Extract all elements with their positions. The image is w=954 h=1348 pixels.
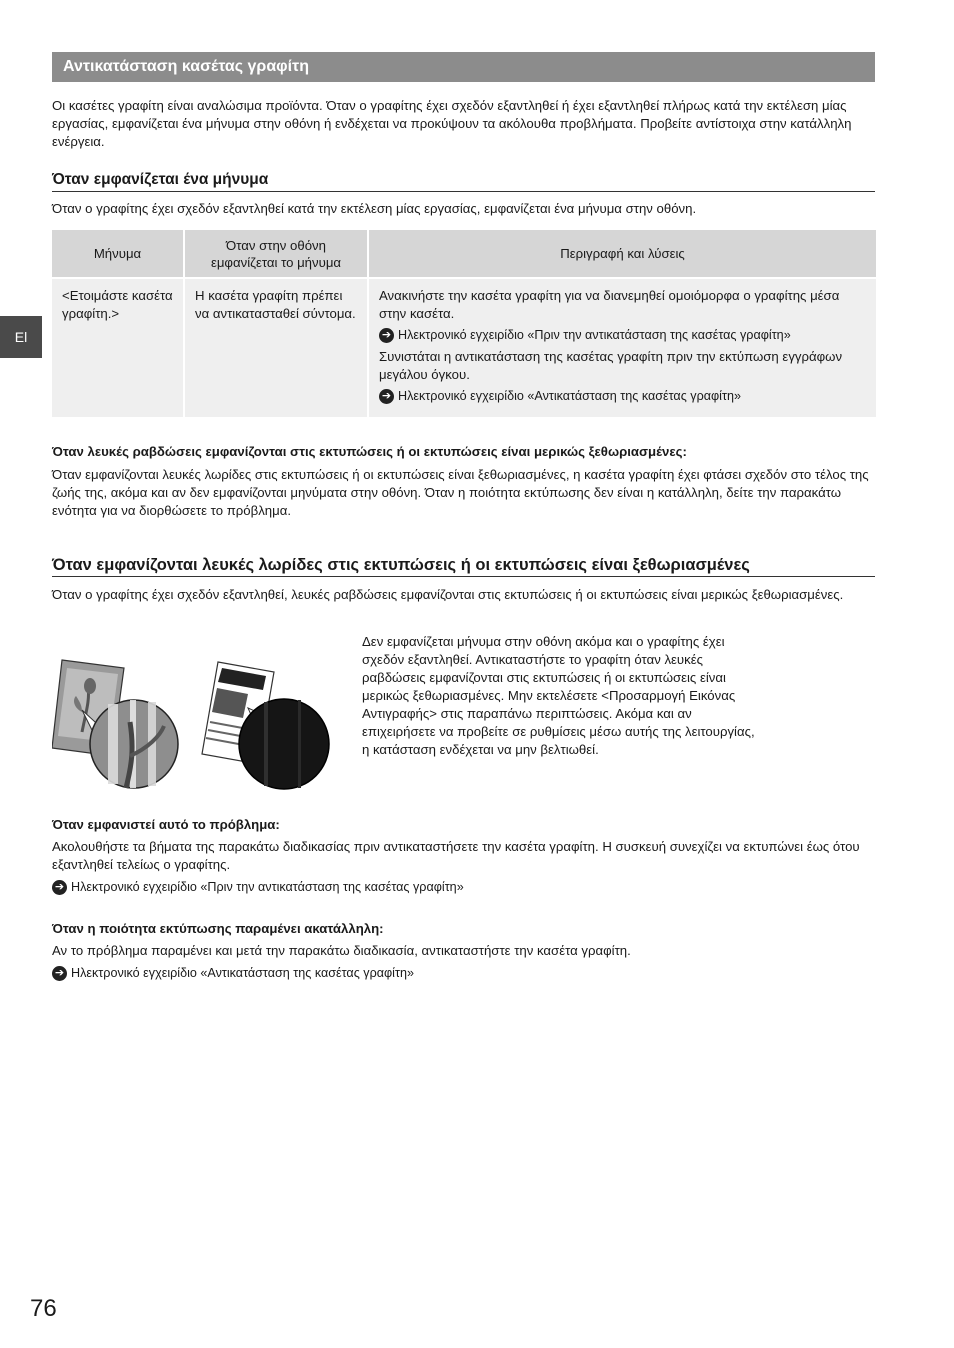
photo-print-icon: [52, 660, 178, 788]
faded-heading: Όταν εμφανίζονται λευκές λωρίδες στις εκτυπώσεις ή οι εκτυπώσεις είναι ξεθωριασμένες: [52, 555, 875, 577]
faded-print-illustration: [52, 652, 342, 792]
streaks-heading: Όταν λευκές ραβδώσεις εμφανίζονται στις εκτυπώσεις ή οι εκτυπώσεις είναι μερικώς ξεθωριασμένες:: [52, 444, 687, 459]
description-text-1: Ανακινήστε την κασέτα γραφίτη για να διανεμηθεί ομοιόμορφα ο γραφίτης μέσα στην κασέτα.: [379, 288, 840, 321]
cell-message: <Ετοιμάστε κασέτα γραφίτη.>: [52, 278, 184, 417]
problem-paragraph: Ακολουθήστε τα βήματα της παρακάτω διαδικασίας πριν αντικαταστήσετε την κασέτα γραφίτη. Η συσκευή συνεχίζει να εκτυπώνει έως ότου εξαντληθεί τελείως ο γραφίτης.: [52, 839, 860, 872]
reference-label: Ηλεκτρονικό εγχειρίδιο «Πριν την αντικατάσταση της κασέτας γραφίτη»: [71, 880, 464, 894]
quality-heading: Όταν η ποιότητα εκτύπωσης παραμένει ακατάλληλη:: [52, 921, 384, 936]
table-header-row: [52, 230, 876, 278]
intro-paragraph: Οι κασέτες γραφίτη είναι αναλώσιμα προϊόντα. Όταν ο γραφίτης έχει σχεδόν εξαντληθεί ή έχει εξαντληθεί πλήρως κατά την εκτέλεση μίας εργασίας, εμφανίζεται ένα μήνυμα στην οθόνη ή ενδέχεται να προκύψουν τα ακόλουθα προβλήματα. Προβείτε αντίστοιχα στην κατάλληλη ενέργεια.: [52, 98, 852, 149]
section-title: Αντικατάσταση κασέτας γραφίτη: [52, 52, 875, 82]
problem-heading: Όταν εμφανιστεί αυτό το πρόβλημα:: [52, 817, 280, 832]
column-header-description: Περιγραφή και λύσεις: [368, 230, 876, 278]
arrow-right-circle-icon: ➔: [52, 880, 67, 895]
streaks-paragraph: Όταν εμφανίζονται λευκές λωρίδες στις εκτυπώσεις ή οι εκτυπώσεις είναι ξεθωριασμένες, η κασέτα γραφίτη έχει φτάσει σχεδόν στο τέλος της ζωής της, ακόμα και αν δεν εμφανίζονται μηνύματα στην οθόνη. Όταν η ποιότητα εκτύπωσης δεν είναι η κατάλληλη, δείτε την παρακάτω ενότητα για να διορθώσετε το πρόβλημα.: [52, 467, 869, 518]
quality-manual-reference[interactable]: [52, 964, 414, 982]
column-header-when: Όταν στην οθόνη εμφανίζεται το μήνυμα: [184, 230, 368, 278]
arrow-right-circle-icon: ➔: [379, 389, 394, 404]
manual-reference-1[interactable]: [379, 326, 866, 344]
column-header-message: Μήνυμα: [52, 230, 184, 278]
quality-paragraph: Αν το πρόβλημα παραμένει και μετά την παρακάτω διαδικασία, αντικαταστήστε την κασέτα γραφίτη.: [52, 943, 631, 958]
reference-label: Ηλεκτρονικό εγχειρίδιο «Πριν την αντικατάσταση της κασέτας γραφίτη»: [398, 328, 791, 342]
description-text-2: Συνιστάται η αντικατάσταση της κασέτας γραφίτη πριν την εκτύπωση εγγράφων μεγάλου όγκου.: [379, 349, 843, 382]
problem-manual-reference[interactable]: [52, 878, 464, 896]
page-number: 76: [30, 1295, 57, 1322]
language-tab: El: [0, 316, 42, 358]
cell-when: Η κασέτα γραφίτη πρέπει να αντικατασταθεί σύντομα.: [184, 278, 368, 417]
cell-description: [368, 278, 876, 417]
faded-side-text: Δεν εμφανίζεται μήνυμα στην οθόνη ακόμα και ο γραφίτης έχει σχεδόν εξαντληθεί. Αντικαταστήστε το γραφίτη όταν λευκές ραβδώσεις εμφανίζονται στις εκτυπώσεις ή οι εκτυπώσεις είναι μερικώς ξεθωριασμένες. Μην εκτελέσετε <Προσαρμογή Εικόνας Αντιγραφής> στις παραπάνω περιπτώσεις. Ακόμα και αν επιχειρήσετε να προβείτε σε ρυθμίσεις μέσω αυτής της λειτουργίας, η κατάσταση ενδέχεται να μην βελτιωθεί.: [362, 634, 755, 757]
message-table: [52, 230, 876, 417]
faded-intro: Όταν ο γραφίτης έχει σχεδόν εξαντληθεί, λευκές ραβδώσεις εμφανίζονται στις εκτυπώσεις ή οι εκτυπώσεις είναι μερικώς ξεθωριασμένες.: [52, 587, 844, 602]
message-heading: Όταν εμφανίζεται ένα μήνυμα: [52, 170, 875, 192]
manual-reference-2[interactable]: [379, 387, 866, 405]
arrow-right-circle-icon: ➔: [52, 966, 67, 981]
reference-label: Ηλεκτρονικό εγχειρίδιο «Αντικατάσταση της κασέτας γραφίτη»: [71, 966, 414, 980]
document-print-icon: [202, 662, 329, 789]
arrow-right-circle-icon: ➔: [379, 328, 394, 343]
table-row: [52, 278, 876, 417]
message-intro: Όταν ο γραφίτης έχει σχεδόν εξαντληθεί κατά την εκτέλεση μίας εργασίας, εμφανίζεται ένα μήνυμα στην οθόνη.: [52, 201, 697, 216]
reference-label: Ηλεκτρονικό εγχειρίδιο «Αντικατάσταση της κασέτας γραφίτη»: [398, 389, 741, 403]
